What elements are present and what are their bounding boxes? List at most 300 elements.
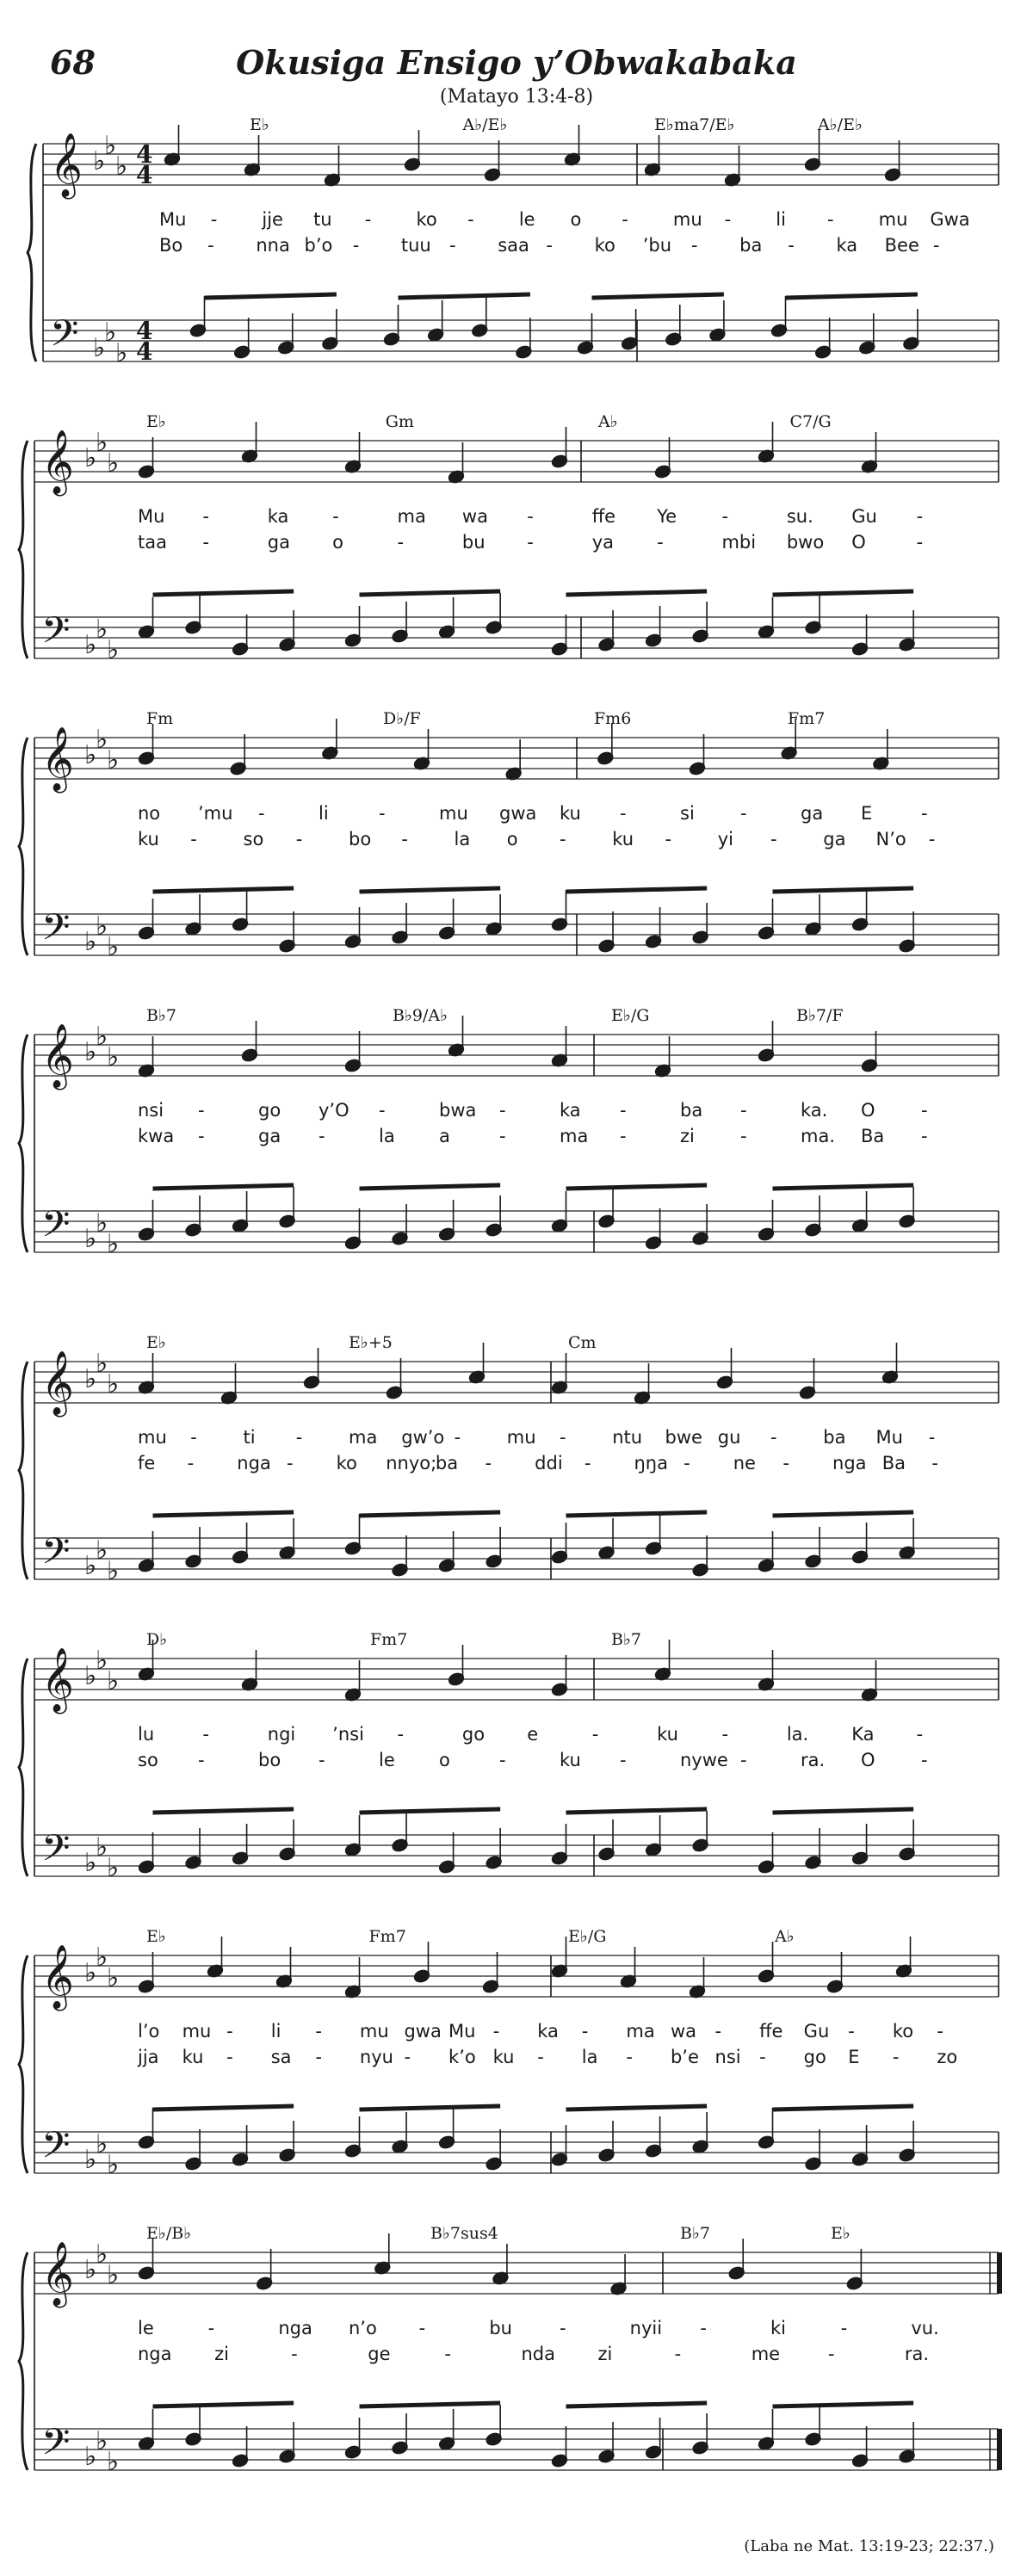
lyric-syllable: -: [932, 235, 940, 256]
lyric-syllable: -: [499, 1100, 506, 1121]
flat-sign: ♭: [84, 1037, 97, 1067]
lyric-syllable: -: [560, 829, 566, 849]
chord-symbol: E♭/G: [568, 1927, 607, 1946]
lyric-syllable: -: [840, 2318, 848, 2338]
lyric-syllable: ba: [739, 235, 763, 256]
lyric-syllable: -: [187, 1453, 195, 1473]
lyric-syllable: gu: [717, 1427, 741, 1448]
treble-clef: 𝄞: [41, 727, 74, 791]
lyric-syllable: le: [138, 2318, 154, 2338]
note-beam: [786, 294, 918, 298]
chord-symbol: B♭9/A♭: [393, 1006, 448, 1025]
system-brace: [19, 2252, 28, 2470]
lyric-syllable: tuu: [400, 235, 431, 256]
note-beam: [773, 1512, 914, 1516]
bass-clef: 𝄢: [41, 1530, 71, 1582]
lyric-syllable: -: [315, 2047, 322, 2067]
lyric-syllable: ma: [560, 1126, 589, 1146]
flat-sign: ♭: [104, 318, 117, 348]
bass-clef: 𝄢: [41, 2421, 71, 2473]
lyric-syllable: -: [198, 1750, 205, 1770]
flat-sign: ♭: [107, 2150, 120, 2180]
lyric-syllable: -: [226, 2047, 233, 2067]
lyric-syllable: -: [657, 532, 664, 553]
lyric-syllable: ku: [612, 829, 634, 849]
note-beam: [205, 294, 337, 298]
lyric-syllable: nga: [237, 1453, 271, 1473]
note-beam: [399, 294, 530, 298]
system-brace: [19, 441, 28, 658]
lyric-syllable: -: [444, 2344, 451, 2364]
bass-clef: 𝄢: [41, 1827, 71, 1879]
lyric-syllable: mbi: [721, 532, 757, 553]
lyric-syllable: go: [803, 2047, 826, 2067]
lyric-syllable: -: [665, 829, 672, 849]
lyric-syllable: -: [584, 1453, 591, 1473]
lyric-syllable: -: [921, 1100, 928, 1121]
lyric-syllable: bu: [489, 2318, 512, 2338]
lyric-syllable: -: [928, 1427, 936, 1448]
chord-symbol: B♭7: [146, 1006, 177, 1025]
system-brace: [19, 738, 28, 955]
lyric-syllable: -: [190, 1427, 197, 1448]
flat-sign: ♭: [107, 745, 120, 775]
chord-symbol: B♭7sus4: [430, 2224, 498, 2243]
flat-sign: ♭: [96, 725, 108, 755]
lyric-syllable: -: [591, 1724, 599, 1745]
lyric-syllable: -: [190, 829, 197, 849]
lyric-syllable: -: [418, 2318, 426, 2338]
lyric-syllable: -: [674, 2344, 682, 2364]
note-beam: [566, 591, 708, 595]
flat-sign: ♭: [84, 1551, 97, 1581]
lyric-syllable: nna: [256, 235, 290, 256]
lyric-syllable: -: [626, 2047, 633, 2067]
lyric-syllable: zi: [680, 1126, 695, 1146]
lyric-syllable: -: [740, 1126, 747, 1146]
lyric-syllable: -: [467, 209, 474, 230]
system-2: [19, 412, 999, 665]
lyric-syllable: la: [581, 2047, 598, 2067]
lyric-syllable: Mu: [159, 209, 187, 230]
lyric-syllable: li: [319, 803, 329, 824]
lyric-syllable: Mu: [138, 506, 165, 527]
lyric-syllable: -: [921, 1750, 928, 1770]
lyric-syllable: ku: [182, 2047, 204, 2067]
lyric-syllable: nyu: [359, 2047, 393, 2067]
lyric-syllable: ba: [823, 1427, 846, 1448]
lyric-syllable: -: [202, 506, 209, 527]
system-6: [19, 1630, 999, 1883]
lyric-syllable: -: [210, 209, 218, 230]
lyric-syllable: -: [202, 1724, 209, 1745]
lyric-syllable: ka: [267, 506, 289, 527]
flat-sign: ♭: [96, 615, 108, 645]
note-beam: [773, 1185, 914, 1189]
footnote-reference: (Laba ne Mat. 13:19-23; 22:37.): [744, 2537, 994, 2555]
note-beam: [360, 1512, 501, 1516]
lyric-syllable: -: [492, 2021, 500, 2042]
lyric-syllable: ga: [823, 829, 846, 849]
chord-symbol: C7/G: [789, 412, 832, 431]
lyric-syllable: la: [379, 1126, 395, 1146]
lyric-syllable: ku: [560, 803, 581, 824]
chord-symbol: A♭: [775, 1927, 795, 1946]
lyric-syllable: ra.: [904, 2344, 930, 2364]
flat-sign: ♭: [96, 1022, 108, 1052]
lyric-syllable: su.: [786, 506, 813, 527]
chord-symbol: Fm7: [368, 1927, 406, 1946]
system-7: [19, 1927, 999, 2180]
chord-symbol: B♭7: [611, 1630, 642, 1649]
flat-sign: ♭: [107, 2260, 120, 2290]
chord-symbol: Fm7: [370, 1630, 408, 1649]
lyric-syllable: -: [620, 1126, 627, 1146]
lyric-syllable: me: [751, 2344, 781, 2364]
lyric-syllable: sa: [270, 2047, 292, 2067]
note-beam: [153, 1809, 294, 1813]
lyric-syllable: -: [931, 1453, 938, 1473]
lyric-syllable: Ye: [657, 506, 677, 527]
lyric-syllable: mu: [439, 803, 468, 824]
flat-sign: ♭: [96, 428, 108, 458]
lyric-syllable: la.: [786, 1724, 809, 1745]
note-beam: [773, 591, 914, 595]
lyric-syllable: nsi: [714, 2047, 741, 2067]
lyric-syllable: -: [319, 1750, 325, 1770]
lyric-syllable: la: [454, 829, 471, 849]
lyric-syllable: ge: [368, 2344, 391, 2364]
note-beam: [566, 888, 708, 892]
lyric-syllable: -: [921, 803, 928, 824]
lyric-syllable: -: [291, 2344, 298, 2364]
lyric-syllable: -: [826, 209, 834, 230]
flat-sign: ♭: [107, 448, 120, 479]
time-signature: 4: [136, 161, 153, 189]
lyric-syllable: -: [226, 2021, 233, 2042]
lyric-syllable: l’o: [138, 2021, 160, 2042]
lyric-syllable: ka.: [801, 1100, 828, 1121]
lyric-syllable: bwa: [439, 1100, 477, 1121]
lyric-syllable: vu.: [911, 2318, 939, 2338]
flat-sign: ♭: [96, 1832, 108, 1863]
lyric-syllable: ka: [836, 235, 858, 256]
lyric-syllable: -: [690, 235, 698, 256]
lyric-syllable: bo: [349, 829, 372, 849]
flat-sign: ♭: [84, 443, 97, 473]
treble-clef: 𝄞: [50, 133, 83, 197]
system-brace: [28, 144, 36, 361]
chord-symbol: E♭/B♭: [146, 2224, 192, 2243]
treble-clef: 𝄞: [41, 2242, 74, 2306]
system-8: [19, 2224, 1002, 2477]
lyric-syllable: mu: [359, 2021, 389, 2042]
chord-symbol: D♭: [146, 1630, 168, 1649]
flat-sign: ♭: [96, 1208, 108, 1239]
lyric-syllable: -: [397, 1724, 405, 1745]
lyric-syllable: -: [449, 235, 456, 256]
flat-sign: ♭: [96, 2129, 108, 2159]
chord-symbol: Fm6: [594, 709, 632, 728]
lyric-syllable: ma: [349, 1427, 378, 1448]
lyric-syllable: ka: [537, 2021, 559, 2042]
lyric-syllable: bu: [461, 532, 486, 553]
flat-sign: ♭: [84, 1958, 97, 1988]
flat-sign: ♭: [107, 1042, 120, 1072]
lyric-syllable: -: [916, 532, 924, 553]
lyric-syllable: E: [848, 2047, 860, 2067]
lyric-syllable: -: [740, 803, 747, 824]
lyric-syllable: nga: [278, 2318, 312, 2338]
lyric-syllable: -: [397, 532, 405, 553]
lyric-syllable: nnyo;: [386, 1453, 437, 1473]
lyric-syllable: y’O: [319, 1100, 349, 1121]
lyric-syllable: -: [721, 506, 729, 527]
lyric-syllable: gwa: [404, 2021, 442, 2042]
lyric-syllable: ga: [267, 532, 290, 553]
flat-sign: ♭: [107, 932, 120, 962]
lyric-syllable: go: [258, 1100, 281, 1121]
chord-symbol: D♭/F: [383, 709, 421, 728]
lyric-syllable: -: [364, 209, 372, 230]
lyric-syllable: ya: [591, 532, 614, 553]
lyric-syllable: ti: [243, 1427, 256, 1448]
lyric-syllable: ngi: [267, 1724, 296, 1745]
lyric-syllable: -: [724, 209, 732, 230]
lyric-syllable: -: [485, 1453, 492, 1473]
lyric-syllable: ku: [138, 829, 159, 849]
flat-sign: ♭: [96, 1646, 108, 1676]
lyric-syllable: go: [461, 1724, 486, 1745]
lyric-syllable: ma: [626, 2021, 655, 2042]
chord-symbol: E♭+5: [349, 1333, 393, 1352]
lyric-syllable: Mu: [875, 1427, 903, 1448]
chord-symbol: E♭: [250, 115, 269, 134]
lyric-syllable: si: [680, 803, 695, 824]
lyric-syllable: lu: [138, 1724, 155, 1745]
lyric-syllable: -: [684, 1453, 690, 1473]
lyric-syllable: o: [439, 1750, 450, 1770]
lyric-syllable: ga: [258, 1126, 281, 1146]
lyric-syllable: -: [770, 1427, 777, 1448]
lyric-syllable: no: [138, 803, 161, 824]
lyric-syllable: -: [721, 1724, 729, 1745]
note-beam: [153, 591, 294, 595]
lyric-syllable: -: [379, 803, 386, 824]
chord-symbol: B♭7/F: [796, 1006, 844, 1025]
lyric-syllable: jje: [262, 209, 283, 230]
note-beam: [153, 1512, 294, 1516]
chord-symbol: E♭: [146, 1927, 166, 1946]
bass-clef: 𝄢: [41, 2124, 71, 2176]
lyric-syllable: nsi: [138, 1100, 164, 1121]
note-beam: [566, 1185, 708, 1189]
lyric-syllable: li: [776, 209, 786, 230]
lyric-syllable: -: [207, 235, 214, 256]
note-beam: [773, 1809, 914, 1813]
flat-sign: ♭: [84, 927, 97, 957]
scripture-reference: (Matayo 13:4-8): [439, 86, 594, 108]
note-beam: [153, 888, 294, 892]
note-beam: [566, 1512, 708, 1516]
lyric-syllable: ra.: [801, 1750, 826, 1770]
note-beam: [566, 1809, 708, 1813]
lyric-syllable: ba: [435, 1453, 459, 1473]
system-brace: [19, 1362, 28, 1579]
bass-clef: 𝄢: [41, 609, 71, 661]
lyric-syllable: o: [570, 209, 582, 230]
lyric-syllable: -: [207, 2318, 215, 2338]
lyric-syllable: -: [937, 2021, 943, 2042]
lyric-syllable: -: [527, 506, 534, 527]
note-beam: [566, 2403, 708, 2406]
lyric-syllable: zo: [937, 2047, 958, 2067]
lyric-syllable: -: [198, 1100, 205, 1121]
lyric-syllable: -: [527, 532, 534, 553]
chord-symbol: Cm: [568, 1333, 597, 1352]
lyric-syllable: ’mu: [198, 803, 233, 824]
lyric-syllable: ’nsi: [332, 1724, 364, 1745]
lyric-syllable: -: [401, 829, 408, 849]
system-brace: [19, 1659, 28, 1876]
lyric-syllable: mu: [182, 2021, 212, 2042]
lyric-syllable: so: [138, 1750, 158, 1770]
lyric-syllable: -: [740, 1100, 747, 1121]
note-beam: [360, 2106, 501, 2110]
lyric-syllable: -: [770, 829, 777, 849]
flat-sign: ♭: [96, 1349, 108, 1379]
flat-sign: ♭: [93, 333, 106, 363]
lyric-syllable: mu: [878, 209, 908, 230]
final-bar-line: [997, 2429, 1002, 2470]
chord-symbol: A♭/E♭: [818, 115, 863, 134]
lyric-syllable: wa: [670, 2021, 696, 2042]
lyric-syllable: -: [499, 1750, 506, 1770]
lyric-syllable: -: [454, 1427, 461, 1448]
lyric-syllable: le: [518, 209, 535, 230]
lyric-syllable: ko: [892, 2021, 914, 2042]
lyric-syllable: -: [198, 1126, 205, 1146]
lyric-syllable: ne: [733, 1453, 756, 1473]
lyric-syllable: Bo: [159, 235, 183, 256]
lyric-syllable: Gwa: [930, 209, 970, 230]
lyric-syllable: O: [861, 1100, 875, 1121]
lyric-syllable: gwa: [499, 803, 537, 824]
lyric-syllable: Ba: [861, 1126, 885, 1146]
lyric-syllable: Gu: [803, 2021, 830, 2042]
lyric-syllable: -: [916, 1724, 924, 1745]
flat-sign: ♭: [107, 635, 120, 665]
lyric-syllable: -: [620, 803, 627, 824]
lyric-syllable: -: [295, 829, 303, 849]
lyric-syllable: yi: [717, 829, 734, 849]
flat-sign: ♭: [107, 1229, 120, 1259]
system-5: [19, 1333, 999, 1586]
system-4: [19, 1006, 999, 1259]
lyric-syllable: nda: [521, 2344, 555, 2364]
flat-sign: ♭: [96, 1535, 108, 1566]
lyric-syllable: o: [332, 532, 344, 553]
lyric-syllable: -: [379, 1100, 386, 1121]
flat-sign: ♭: [93, 146, 106, 176]
time-signature: 4: [136, 140, 153, 169]
lyric-syllable: -: [714, 2021, 722, 2042]
lyric-syllable: -: [827, 2344, 835, 2364]
lyric-syllable: -: [620, 1100, 627, 1121]
lyric-syllable: ddi: [535, 1453, 563, 1473]
lyric-syllable: -: [499, 1126, 506, 1146]
lyric-syllable: li: [270, 2021, 281, 2042]
lyric-syllable: a: [439, 1126, 450, 1146]
system-3: [19, 709, 999, 962]
note-beam: [153, 1185, 294, 1189]
lyric-syllable: -: [295, 1427, 303, 1448]
flat-sign: ♭: [84, 1224, 97, 1254]
lyric-syllable: Gu: [851, 506, 877, 527]
flat-sign: ♭: [84, 630, 97, 660]
chord-symbol: A♭/E♭: [462, 115, 508, 134]
lyric-syllable: ntu: [612, 1427, 643, 1448]
lyric-syllable: -: [620, 1750, 627, 1770]
lyric-syllable: Bee: [884, 235, 919, 256]
chord-symbol: E♭/G: [611, 1006, 650, 1025]
lyric-syllable: zi: [214, 2344, 229, 2364]
note-beam: [566, 2106, 708, 2110]
note-beam: [773, 888, 914, 892]
lyric-syllable: nga: [832, 1453, 867, 1473]
note-beam: [773, 2106, 914, 2110]
lyric-syllable: nga: [138, 2344, 172, 2364]
time-signature: 4: [136, 337, 153, 366]
lyric-syllable: -: [352, 235, 360, 256]
lyric-syllable: -: [315, 2021, 322, 2042]
lyric-syllable: b’e: [670, 2047, 699, 2067]
note-beam: [153, 2106, 294, 2110]
lyric-syllable: ma.: [801, 1126, 836, 1146]
flat-sign: ♭: [115, 151, 128, 182]
lyric-syllable: e: [527, 1724, 539, 1745]
page-number: 68: [50, 43, 96, 82]
lyric-syllable: bwo: [786, 532, 825, 553]
lyric-syllable: so: [243, 829, 264, 849]
lyric-syllable: -: [622, 209, 628, 230]
lyric-syllable: mu: [506, 1427, 536, 1448]
treble-clef: 𝄞: [41, 1945, 74, 2009]
flat-sign: ♭: [96, 1943, 108, 1973]
chord-symbol: Gm: [385, 412, 414, 431]
lyric-syllable: O: [861, 1750, 875, 1770]
lyric-syllable: ba: [680, 1100, 703, 1121]
lyric-syllable: -: [258, 803, 265, 824]
flat-sign: ♭: [84, 740, 97, 770]
lyric-syllable: mu: [138, 1427, 167, 1448]
lyric-syllable: ŋŋa: [634, 1453, 668, 1473]
lyric-syllable: ma: [397, 506, 426, 527]
lyric-syllable: ’bu: [642, 235, 672, 256]
lyric-syllable: gw’o: [401, 1427, 445, 1448]
lyric-syllable: -: [788, 235, 795, 256]
lyric-syllable: ku: [657, 1724, 678, 1745]
lyric-syllable: -: [581, 2021, 589, 2042]
chord-symbol: Fm: [146, 709, 174, 728]
note-beam: [360, 888, 501, 892]
lyric-syllable: Ka: [851, 1724, 875, 1745]
lyric-syllable: E: [861, 803, 873, 824]
lyric-syllable: nywe: [680, 1750, 728, 1770]
lyric-syllable: -: [560, 2318, 566, 2338]
flat-sign: ♭: [96, 911, 108, 942]
lyric-syllable: -: [892, 2047, 900, 2067]
